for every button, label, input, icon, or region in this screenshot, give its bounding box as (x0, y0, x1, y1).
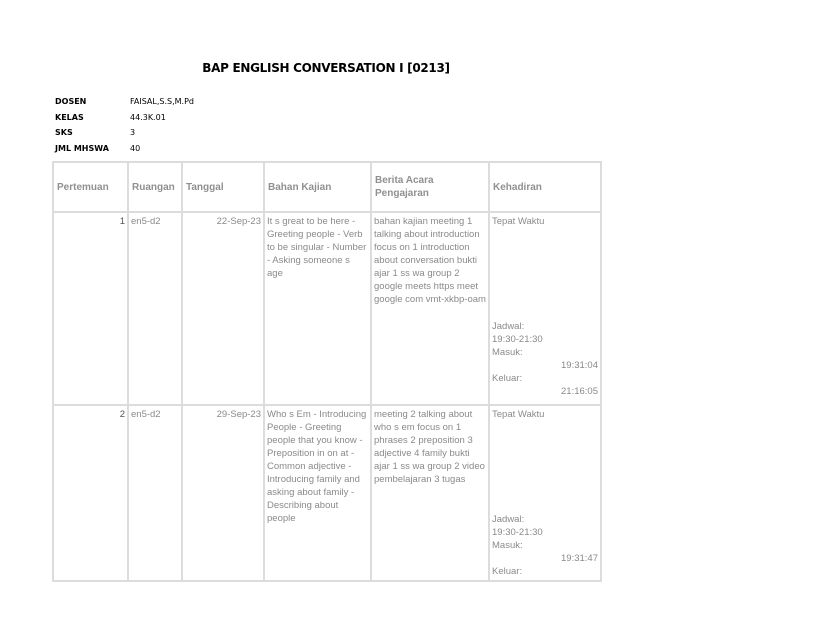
meta-key: JML MHSWA (55, 143, 109, 153)
jadwal-value: 19:30-21:30 (492, 527, 543, 538)
meta-value: 44.3K.01 (130, 112, 166, 122)
jadwal-label: Jadwal: (492, 321, 525, 332)
masuk-value: 19:31:04 (561, 360, 598, 371)
attendance-status: Tepat Waktu (492, 216, 545, 227)
cell-tanggal: 29-Sep-23 (182, 405, 264, 581)
masuk-label: Masuk: (492, 347, 523, 358)
cell-pertemuan: 2 (53, 405, 128, 581)
header-bahan-kajian: Bahan Kajian (264, 162, 371, 212)
attendance-status: Tepat Waktu (492, 409, 545, 420)
header-ruangan: Ruangan (128, 162, 182, 212)
meta-row-sks (55, 128, 194, 144)
jadwal-value: 19:30-21:30 (492, 334, 543, 345)
meta-row-jml-mhswa (55, 144, 194, 160)
header-pertemuan: Pertemuan (53, 162, 128, 212)
cell-kehadiran (489, 212, 601, 405)
masuk-value: 19:31:47 (561, 553, 598, 564)
cell-bahan-kajian: It s great to be here - Greeting people - Verb to be singular - Number - Asking someone s age (264, 212, 371, 405)
cell-berita-acara: bahan kajian meeting 1 talking about introduction focus on 1 introduction about conversation bukti ajar 1 ss wa group 2 google meets https meet google com vmt-xkbp-oam (371, 212, 489, 405)
table-row (53, 212, 601, 405)
meta-value: FAISAL,S.S,M.Pd (130, 97, 194, 106)
masuk-label: Masuk: (492, 540, 523, 551)
attendance-table (52, 161, 602, 582)
cell-ruangan: en5-d2 (128, 212, 182, 405)
meta-key: KELAS (55, 112, 84, 122)
meta-row-dosen (55, 97, 194, 113)
meta-key: DOSEN (55, 97, 87, 106)
cell-tanggal: 22-Sep-23 (182, 212, 264, 405)
meta-value: 40 (130, 143, 141, 153)
document-title: BAP ENGLISH CONVERSATION I [0213] (202, 61, 450, 75)
keluar-label: Keluar: (492, 373, 523, 384)
header-tanggal: Tanggal (182, 162, 264, 212)
cell-berita-acara: meeting 2 talking about who s em focus on 1 phrases 2 preposition 3 adjective 4 family bukti ajar 1 ss wa group 2 video pembelajaran 3 tugas (371, 405, 489, 581)
header-berita-acara: Berita Acara Pengajaran (371, 162, 489, 212)
table-row (53, 405, 601, 581)
meta-key: SKS (55, 128, 73, 137)
table-header-row (53, 162, 601, 212)
cell-bahan-kajian: Who s Em - Introducing People - Greeting people that you know - Preposition in on at - Common adjective - Introducing family and asking about family - Describing about people (264, 405, 371, 581)
header-kehadiran: Kehadiran (489, 162, 601, 212)
keluar-label: Keluar: (492, 566, 523, 577)
meta-info (55, 97, 194, 159)
jadwal-label: Jadwal: (492, 514, 525, 525)
cell-ruangan: en5-d2 (128, 405, 182, 581)
meta-value: 3 (130, 128, 136, 137)
cell-kehadiran (489, 405, 601, 581)
cell-pertemuan: 1 (53, 212, 128, 405)
meta-row-kelas (55, 113, 194, 129)
keluar-value: 21:16:05 (561, 386, 598, 397)
